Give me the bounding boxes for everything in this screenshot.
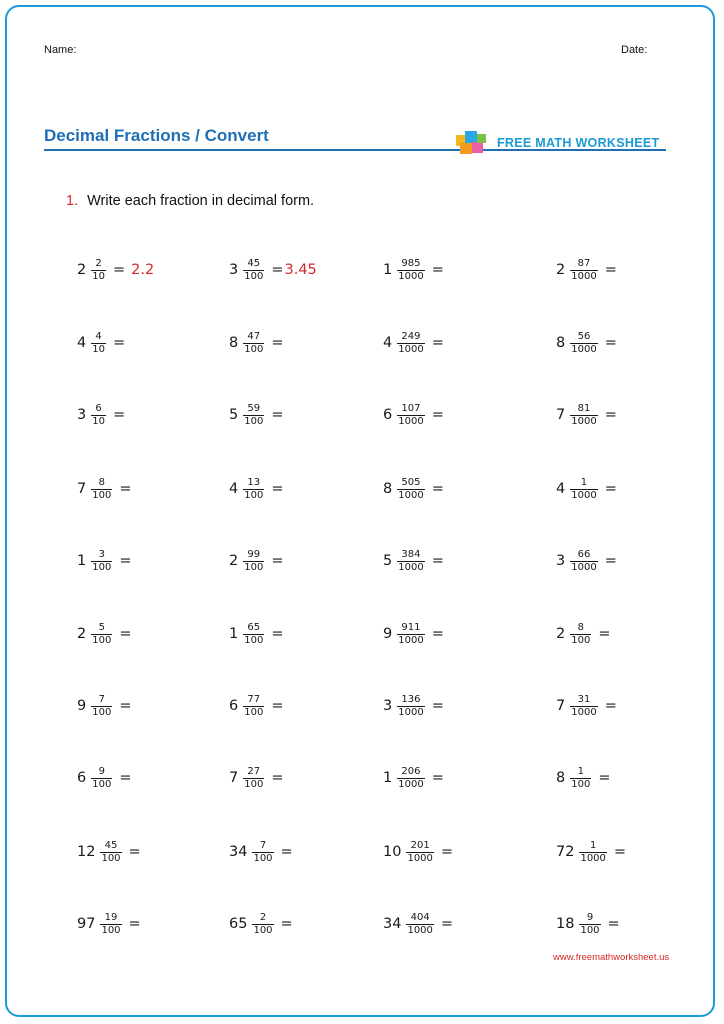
whole-number: 3 bbox=[77, 407, 87, 423]
fraction bbox=[91, 331, 106, 356]
whole-number: 1 bbox=[383, 770, 393, 786]
problem-item bbox=[229, 395, 283, 435]
whole-number: 3 bbox=[383, 698, 393, 714]
equals-sign: = bbox=[271, 335, 284, 351]
fraction bbox=[570, 477, 597, 502]
numerator: 1 bbox=[589, 839, 597, 851]
fraction bbox=[579, 912, 600, 937]
equals-sign: = bbox=[119, 626, 132, 642]
equals-sign: = bbox=[271, 553, 284, 569]
equals-sign: = bbox=[604, 698, 617, 714]
denominator: 100 bbox=[571, 634, 591, 646]
fraction bbox=[397, 331, 424, 356]
fraction bbox=[570, 622, 591, 647]
fraction bbox=[397, 766, 424, 791]
problem-item bbox=[229, 904, 293, 944]
problem-item bbox=[77, 395, 125, 435]
equals-sign: = bbox=[271, 481, 284, 497]
denominator: 100 bbox=[244, 343, 264, 355]
denominator: 1000 bbox=[407, 852, 433, 864]
equals-sign: = bbox=[431, 481, 444, 497]
problem-item bbox=[229, 686, 283, 726]
numerator: 9 bbox=[586, 911, 594, 923]
numerator: 911 bbox=[401, 621, 421, 633]
denominator: 100 bbox=[92, 489, 112, 501]
problem-item bbox=[383, 904, 453, 944]
whole-number: 3 bbox=[556, 553, 566, 569]
problem-item bbox=[229, 832, 293, 872]
equals-sign: = bbox=[271, 698, 284, 714]
denominator: 100 bbox=[101, 924, 121, 936]
equals-sign: = bbox=[604, 335, 617, 351]
fraction bbox=[91, 258, 106, 283]
equals-sign: = bbox=[119, 481, 132, 497]
fraction bbox=[570, 258, 597, 283]
worksheet-title: Decimal Fractions / Convert bbox=[44, 126, 269, 145]
numerator: 8 bbox=[577, 621, 584, 633]
numerator: 7 bbox=[259, 839, 267, 851]
equals-sign: = bbox=[431, 553, 444, 569]
problem-item bbox=[556, 395, 617, 435]
problem-item bbox=[383, 614, 444, 654]
equals-sign: = bbox=[280, 916, 293, 932]
equals-sign: = bbox=[431, 698, 444, 714]
whole-number: 7 bbox=[556, 698, 566, 714]
equals-sign: = bbox=[112, 335, 126, 351]
equals-sign: = bbox=[112, 262, 126, 278]
fraction bbox=[397, 477, 424, 502]
denominator: 1000 bbox=[398, 415, 424, 427]
whole-number: 2 bbox=[229, 553, 239, 569]
fraction bbox=[100, 840, 121, 865]
date-label: Date: bbox=[621, 44, 648, 56]
equals-sign: = bbox=[271, 407, 284, 423]
fraction bbox=[397, 258, 424, 283]
numerator: 59 bbox=[247, 402, 261, 414]
numerator: 4 bbox=[95, 330, 102, 342]
problem-item bbox=[383, 250, 444, 290]
numerator: 206 bbox=[401, 765, 421, 777]
problem-item bbox=[229, 541, 283, 581]
denominator: 1000 bbox=[571, 415, 597, 427]
denominator: 100 bbox=[244, 561, 264, 573]
whole-number: 2 bbox=[556, 262, 566, 278]
numerator: 45 bbox=[247, 257, 261, 269]
equals-sign: = bbox=[271, 262, 284, 278]
numerator: 99 bbox=[247, 548, 261, 560]
denominator: 1000 bbox=[571, 489, 597, 501]
problem-item bbox=[229, 469, 283, 509]
problem-item bbox=[77, 250, 154, 290]
numerator: 2 bbox=[259, 911, 267, 923]
numerator: 77 bbox=[247, 693, 261, 705]
fraction bbox=[252, 912, 273, 937]
numerator: 47 bbox=[247, 330, 261, 342]
numerator: 56 bbox=[577, 330, 591, 342]
problem-item bbox=[229, 758, 283, 798]
instruction bbox=[66, 193, 314, 209]
whole-number: 8 bbox=[556, 770, 566, 786]
numerator: 201 bbox=[410, 839, 430, 851]
fraction bbox=[91, 694, 112, 719]
denominator: 1000 bbox=[571, 343, 597, 355]
numerator: 66 bbox=[577, 548, 591, 560]
problem-item bbox=[383, 469, 444, 509]
denominator: 100 bbox=[244, 415, 264, 427]
whole-number: 4 bbox=[556, 481, 566, 497]
fraction bbox=[579, 840, 606, 865]
fraction bbox=[91, 403, 106, 428]
numerator: 404 bbox=[410, 911, 430, 923]
fraction bbox=[570, 766, 591, 791]
fraction bbox=[91, 549, 112, 574]
equals-sign: = bbox=[280, 844, 293, 860]
fraction bbox=[243, 694, 264, 719]
numerator: 384 bbox=[401, 548, 421, 560]
denominator: 1000 bbox=[398, 489, 424, 501]
denominator: 1000 bbox=[407, 924, 433, 936]
denominator: 10 bbox=[92, 270, 105, 282]
equals-sign: = bbox=[604, 553, 617, 569]
numerator: 985 bbox=[401, 257, 421, 269]
whole-number: 4 bbox=[77, 335, 87, 351]
problem-item bbox=[77, 323, 125, 363]
problem-item bbox=[556, 832, 626, 872]
denominator: 100 bbox=[244, 270, 264, 282]
numerator: 87 bbox=[577, 257, 591, 269]
numerator: 1 bbox=[580, 476, 588, 488]
whole-number: 34 bbox=[229, 844, 248, 860]
equals-sign: = bbox=[431, 262, 444, 278]
denominator: 1000 bbox=[398, 270, 424, 282]
whole-number: 3 bbox=[229, 262, 239, 278]
answer: 2.2 bbox=[131, 262, 155, 278]
whole-number: 8 bbox=[229, 335, 239, 351]
denominator: 100 bbox=[92, 778, 112, 790]
whole-number: 6 bbox=[77, 770, 87, 786]
fraction bbox=[570, 694, 597, 719]
whole-number: 7 bbox=[229, 770, 239, 786]
problem-item bbox=[77, 686, 131, 726]
equals-sign: = bbox=[604, 407, 617, 423]
numerator: 65 bbox=[247, 621, 261, 633]
problem-item bbox=[383, 323, 444, 363]
problem-item bbox=[556, 758, 610, 798]
denominator: 100 bbox=[244, 778, 264, 790]
denominator: 1000 bbox=[398, 561, 424, 573]
whole-number: 5 bbox=[383, 553, 393, 569]
whole-number: 10 bbox=[383, 844, 402, 860]
denominator: 100 bbox=[253, 924, 273, 936]
problem-item bbox=[383, 758, 444, 798]
denominator: 1000 bbox=[398, 778, 424, 790]
fraction bbox=[570, 549, 597, 574]
numerator: 505 bbox=[401, 476, 421, 488]
numerator: 6 bbox=[95, 402, 102, 414]
fraction bbox=[406, 840, 433, 865]
equals-sign: = bbox=[112, 407, 126, 423]
equals-sign: = bbox=[431, 407, 444, 423]
whole-number: 12 bbox=[77, 844, 96, 860]
equals-sign: = bbox=[271, 770, 284, 786]
fraction bbox=[406, 912, 433, 937]
numerator: 45 bbox=[104, 839, 118, 851]
whole-number: 4 bbox=[383, 335, 393, 351]
denominator: 100 bbox=[92, 634, 112, 646]
fraction bbox=[397, 622, 424, 647]
numerator: 7 bbox=[98, 693, 105, 705]
whole-number: 72 bbox=[556, 844, 575, 860]
numerator: 81 bbox=[577, 402, 591, 414]
fraction bbox=[91, 766, 112, 791]
numerator: 13 bbox=[247, 476, 261, 488]
denominator: 1000 bbox=[398, 634, 424, 646]
whole-number: 9 bbox=[383, 626, 393, 642]
whole-number: 18 bbox=[556, 916, 575, 932]
problem-item bbox=[77, 541, 131, 581]
numerator: 136 bbox=[401, 693, 421, 705]
fraction bbox=[570, 331, 597, 356]
equals-sign: = bbox=[271, 626, 284, 642]
denominator: 100 bbox=[580, 924, 600, 936]
problem-item bbox=[556, 541, 617, 581]
whole-number: 65 bbox=[229, 916, 248, 932]
denominator: 100 bbox=[244, 634, 264, 646]
equals-sign: = bbox=[128, 916, 141, 932]
denominator: 100 bbox=[92, 706, 112, 718]
equals-sign: = bbox=[431, 335, 444, 351]
equals-sign: = bbox=[119, 553, 132, 569]
problem-item bbox=[77, 614, 131, 654]
equals-sign: = bbox=[613, 844, 627, 860]
problem-item bbox=[229, 614, 283, 654]
fraction bbox=[397, 403, 424, 428]
problem-item bbox=[556, 323, 617, 363]
fraction bbox=[397, 549, 424, 574]
whole-number: 8 bbox=[383, 481, 393, 497]
fraction bbox=[100, 912, 121, 937]
brand-name: FREE MATH WORKSHEET bbox=[497, 136, 660, 150]
whole-number: 5 bbox=[229, 407, 239, 423]
whole-number: 7 bbox=[556, 407, 566, 423]
footer-url: www.freemathworksheet.us bbox=[553, 952, 670, 963]
denominator: 100 bbox=[253, 852, 273, 864]
equals-sign: = bbox=[604, 262, 617, 278]
whole-number: 2 bbox=[556, 626, 566, 642]
whole-number: 2 bbox=[77, 626, 87, 642]
problem-item bbox=[229, 250, 317, 290]
instruction-text: Write each fraction in decimal form. bbox=[87, 193, 315, 209]
equals-sign: = bbox=[598, 770, 611, 786]
answer: 3.45 bbox=[284, 262, 317, 278]
numerator: 1 bbox=[577, 765, 584, 777]
whole-number: 1 bbox=[77, 553, 87, 569]
equals-sign: = bbox=[119, 770, 132, 786]
brand-logo bbox=[455, 130, 659, 156]
equals-sign: = bbox=[431, 626, 444, 642]
numerator: 107 bbox=[401, 402, 421, 414]
instruction-number: 1. bbox=[66, 193, 79, 209]
fraction bbox=[397, 694, 424, 719]
fraction bbox=[91, 622, 112, 647]
denominator: 1000 bbox=[580, 852, 606, 864]
name-label: Name: bbox=[44, 44, 77, 56]
fraction bbox=[243, 258, 264, 283]
fraction bbox=[243, 403, 264, 428]
denominator: 10 bbox=[92, 343, 105, 355]
whole-number: 1 bbox=[229, 626, 239, 642]
denominator: 100 bbox=[244, 489, 264, 501]
fraction bbox=[252, 840, 273, 865]
numerator: 9 bbox=[98, 765, 105, 777]
numerator: 3 bbox=[98, 548, 105, 560]
whole-number: 97 bbox=[77, 916, 96, 932]
problem-item bbox=[383, 686, 444, 726]
numerator: 5 bbox=[98, 621, 105, 633]
problem-item bbox=[556, 904, 620, 944]
denominator: 100 bbox=[571, 778, 591, 790]
denominator: 100 bbox=[92, 561, 112, 573]
problem-item bbox=[383, 541, 444, 581]
problem-item bbox=[556, 614, 610, 654]
fraction bbox=[243, 331, 264, 356]
problem-item bbox=[229, 323, 283, 363]
denominator: 1000 bbox=[571, 561, 597, 573]
whole-number: 34 bbox=[383, 916, 402, 932]
equals-sign: = bbox=[128, 844, 141, 860]
fraction bbox=[243, 477, 264, 502]
whole-number: 6 bbox=[229, 698, 239, 714]
fraction bbox=[570, 403, 597, 428]
equals-sign: = bbox=[440, 844, 454, 860]
denominator: 1000 bbox=[398, 706, 424, 718]
numerator: 2 bbox=[95, 257, 102, 269]
equals-sign: = bbox=[607, 916, 620, 932]
colored-blocks-logo-icon bbox=[455, 130, 493, 156]
denominator: 100 bbox=[244, 706, 264, 718]
denominator: 1000 bbox=[571, 270, 597, 282]
problem-item bbox=[77, 469, 131, 509]
denominator: 1000 bbox=[571, 706, 597, 718]
fraction bbox=[243, 766, 264, 791]
numerator: 31 bbox=[577, 693, 591, 705]
problem-item bbox=[77, 832, 141, 872]
equals-sign: = bbox=[598, 626, 611, 642]
problem-item bbox=[383, 395, 444, 435]
whole-number: 6 bbox=[383, 407, 393, 423]
problem-item bbox=[556, 469, 617, 509]
problem-item bbox=[556, 686, 617, 726]
whole-number: 7 bbox=[77, 481, 87, 497]
denominator: 10 bbox=[92, 415, 105, 427]
whole-number: 9 bbox=[77, 698, 87, 714]
whole-number: 8 bbox=[556, 335, 566, 351]
equals-sign: = bbox=[604, 481, 617, 497]
problem-item bbox=[556, 250, 617, 290]
problem-item bbox=[383, 832, 453, 872]
numerator: 27 bbox=[247, 765, 261, 777]
equals-sign: = bbox=[431, 770, 444, 786]
numerator: 19 bbox=[104, 911, 118, 923]
denominator: 100 bbox=[101, 852, 121, 864]
equals-sign: = bbox=[440, 916, 454, 932]
problem-item bbox=[77, 758, 131, 798]
equals-sign: = bbox=[119, 698, 132, 714]
whole-number: 4 bbox=[229, 481, 239, 497]
fraction bbox=[91, 477, 112, 502]
numerator: 8 bbox=[98, 476, 105, 488]
whole-number: 2 bbox=[77, 262, 87, 278]
fraction bbox=[243, 549, 264, 574]
whole-number: 1 bbox=[383, 262, 393, 278]
numerator: 249 bbox=[401, 330, 421, 342]
fraction bbox=[243, 622, 264, 647]
denominator: 1000 bbox=[398, 343, 424, 355]
problem-item bbox=[77, 904, 141, 944]
